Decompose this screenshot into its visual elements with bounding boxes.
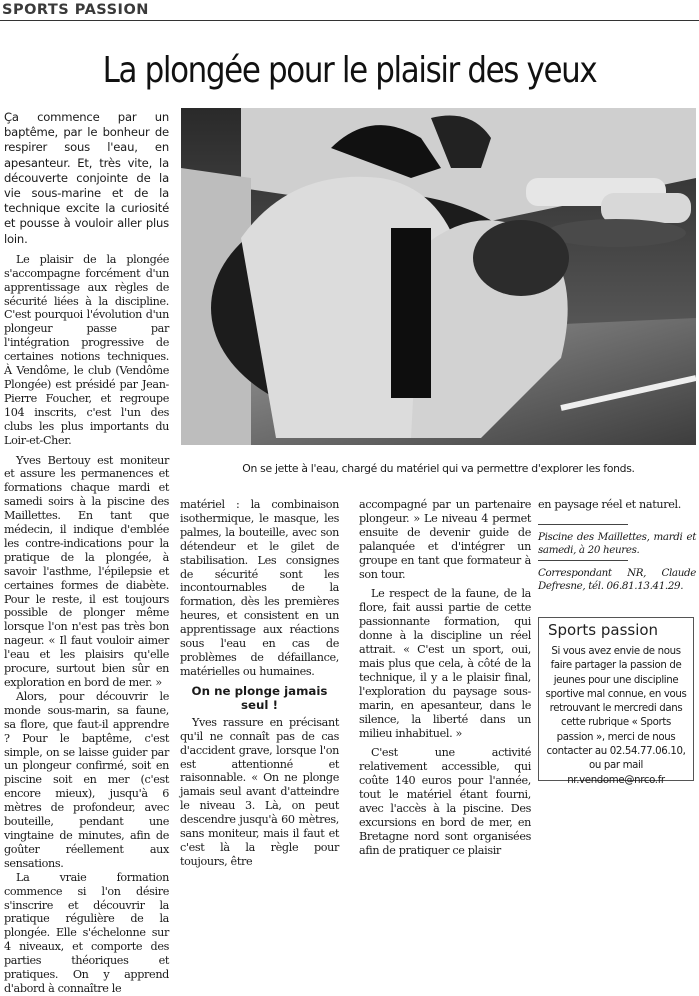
body-paragraph: matériel : la combinaison isothermique, le masque, les palmes, la bouteille, avec son détendeur et le gilet de stabilisation. Les consignes de sécurité sont les incontournables de la formation, dès les premières heures, et consistent en un apprentissage aux réactions sous l'eau en cas de problèmes de défaillance, matérielles ou humaines. — [180, 498, 339, 678]
body-paragraph: Yves rassure en précisant qu'il ne connaît pas de cas d'accident grave, lorsque l'on est attentionné et raisonnable. « On ne plonge jamais seul avant d'atteindre le niveau 3. Là, on peut descendre jusqu'à 60 mètres, sans moniteur, mais il faut et c'est là la règle pour toujours, être — [180, 715, 339, 868]
article-lead: Ça commence par un baptême, par le bonheur de respirer sous l'eau, en apesanteur. Et, très vite, la découverte conjointe de la vie sous-marine et de la technique excite la curiosité et pousse à vouloir aller plus loin. — [4, 110, 169, 246]
diver-photo — [181, 108, 696, 445]
column-2 — [180, 498, 339, 868]
body-paragraph: Alors, pour découvrir le monde sous-marin, sa faune, sa flore, que faut-il apprendre ? Pour le baptême, c'est simple, on se laisse guider par un plongeur confirmé, soit en piscine soit en mer (c'est encore mieux), jusqu'à 6 mètres de profondeur, avec bouteille, pendant une vingtaine de minutes, afin de goûter réellement aux sensations. — [4, 689, 169, 870]
rubric-divider — [0, 20, 699, 21]
sports-passion-box — [538, 617, 694, 786]
section-rubric: SPORTS PASSION — [2, 2, 149, 18]
subhead: On ne plonge jamais seul ! — [191, 683, 328, 712]
body-paragraph: Yves Bertouy est moniteur et assure les permanences et formations chaque mardi et samedi soirs à la piscine des Maillettes. En tant que médecin, il indique d'emblée les contre-indications pour la pratique de la plongée, à savoir l'asthme, l'épilepsie et certaines formes de diabète. Pour le reste, il est toujours possible de plonger même lorsque l'on n'est pas très bon nageur. « Il faut vouloir aimer l'eau et les plaisirs qu'elle procure, surtout bien sûr en exploration en bord de mer. » — [4, 453, 169, 690]
column-4 — [538, 498, 696, 616]
body-paragraph: en paysage réel et naturel. — [538, 498, 681, 511]
body-paragraph: La vraie formation commence si l'on désire s'inscrire et découvrir la pratique régulière de la plongée. Elle s'échelonne sur 4 niveaux, et comporte des parties théoriques et pratiques. On y apprend d'abord à connaître le — [4, 870, 169, 995]
box-title: Sports passion — [548, 621, 659, 639]
column-3 — [359, 498, 531, 857]
schedule-info: Piscine des Maillettes, mardi et samedi, à 20 heures. — [538, 530, 696, 556]
info-divider — [538, 560, 628, 561]
body-paragraph: accompagné par un partenaire plongeur. » Le niveau 4 permet ensuite de devenir guide de palanquée et d'intégrer un groupe en tant que formateur à son tour. — [359, 498, 531, 581]
column-1 — [4, 110, 169, 995]
body-paragraph: Le plaisir de la plongée s'accompagne forcément d'un apprentissage aux règles de sécurité liées à la discipline. C'est pourquoi l'évolution d'un plongeur passe par l'intégration progressive de certaines notions techniques. À Vendôme, le club (Vendôme Plongée) est présidé par Jean-Pierre Foucher, et regroupe 104 inscrits, c'est l'un des clubs les plus importants du Loir-et-Cher. — [4, 252, 169, 447]
body-paragraph: Le respect de la faune, de la flore, fait aussi partie de cette passionnante formation, qui donne à la discipline un réel attrait. « C'est un sport, oui, mais plus que cela, à côté de la technique, il y a le plaisir final, l'exploration du paysage sous-marin, en apesanteur, dans le silence, la liberté dans un milieu inhabituel. » — [359, 587, 531, 740]
info-divider — [538, 524, 628, 525]
body-paragraph: C'est une activité relativement accessible, qui coûte 140 euros pour l'année, tout le matériel étant fourni, avec l'accès à la piscine. Des excursions en bord de mer, en Bretagne nord sont organisées afin de pratiquer ce plaisir — [359, 746, 531, 857]
correspondent-info: Correspondant NR, Claude Defresne, tél. 06.81.13.41.29. — [538, 567, 696, 592]
article-headline: La plongée pour le plaisir des yeux — [102, 50, 597, 91]
photo-caption: On se jette à l'eau, chargé du matériel qui va permettre d'explorer les fonds. — [242, 462, 635, 475]
box-text: Si vous avez envie de nous faire partager la passion de jeunes pour une discipline sportive mal connue, en vous retrouvant le mercredi dans cette rubrique « Sports passion », merci de nous contacter au 02.54.77.06.10, ou par mail nr.vendome@nrco.fr — [545, 646, 687, 786]
